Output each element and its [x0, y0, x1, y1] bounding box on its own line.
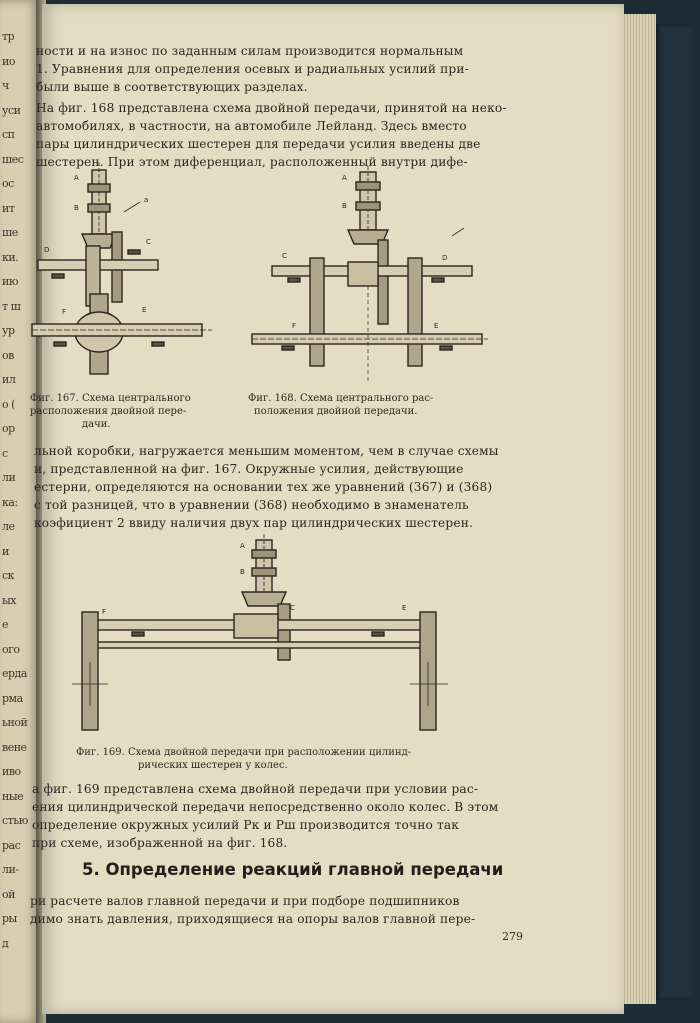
text-line: а фиг. 169 представлена схема двойной передачи при условии рас- [32, 782, 479, 796]
left-page-fragment: рма [2, 691, 23, 705]
caption-fig-168-line2: положения двойной передачи. [254, 406, 418, 417]
label-b: В [342, 202, 347, 210]
left-page-fragment: ле [2, 520, 15, 533]
label-a: А [342, 174, 347, 182]
caption-fig-169-line2: рических шестерен у колес. [138, 760, 288, 771]
figure-167-diagram [32, 162, 232, 382]
left-page-fragment: ов [2, 348, 14, 362]
text-line: были выше в соответствующих разделах. [36, 80, 308, 94]
left-page-fragment: ой [2, 887, 15, 901]
left-page-fragment: ит [2, 201, 15, 215]
text-line: с той разницей, что в уравнении (368) необходимо в знаменатель [34, 498, 469, 512]
left-page-fragment: е [2, 618, 9, 631]
left-page-fragment: ио [2, 54, 15, 68]
section-heading: 5. Определение реакций главной передачи [82, 860, 504, 879]
text-line: льной коробки, нагружается меньшим моментом, чем в случае схемы [34, 444, 499, 458]
label-b: В [74, 204, 79, 212]
label-e: Е [142, 306, 147, 314]
left-page-fragment: ур [2, 324, 15, 337]
page-edges [622, 14, 656, 1004]
left-page-fragment: рас [2, 838, 21, 852]
label-e: Е [434, 322, 439, 330]
left-page-fragment: ьной [2, 716, 28, 729]
left-page-fragment: д [2, 936, 9, 950]
label-b: В [240, 568, 245, 576]
left-page-fragment: уси [2, 103, 21, 117]
left-page-fragment: ли [2, 471, 16, 484]
text-line: ения цилиндрической передачи непосредственно около колес. В этом [32, 800, 499, 814]
left-page-fragment: стью [2, 814, 28, 827]
left-page-fragment: ор [2, 422, 15, 435]
label-e: Е [402, 604, 407, 612]
text-line: коэфициент 2 ввиду наличия двух пар цилиндрических шестерен. [34, 516, 474, 530]
caption-fig-167-line3: дачи. [82, 419, 111, 430]
left-page-fragment: ры [2, 912, 17, 925]
label-d: D [44, 246, 50, 254]
left-page-fragment: с [2, 446, 8, 460]
label-c: С [282, 252, 287, 260]
left-page-fragment: ос [2, 177, 14, 190]
label-f: F [102, 608, 107, 616]
label-f: F [292, 322, 297, 330]
text-line: 1. Уравнения для определения осевых и радиальных усилий при- [36, 62, 469, 76]
left-page-fragment: и [2, 544, 9, 558]
left-page-fragment: ка: [2, 495, 18, 509]
caption-fig-167-line1: Фиг. 167. Схема центрального [30, 393, 191, 404]
text-line: ности и на износ по заданным силам производится нормальным [36, 44, 464, 58]
text-line: ри расчете валов главной передачи и при подборе подшипников [30, 894, 460, 908]
left-page-fragment: ых [2, 593, 16, 607]
label-c: С [290, 604, 295, 612]
left-page-fragment: ил [2, 373, 16, 386]
book-cover [656, 24, 692, 1000]
left-page-fragment: ше [2, 226, 18, 239]
left-page-fragment: ск [2, 569, 15, 582]
caption-fig-168-line1: Фиг. 168. Схема центрального рас- [248, 393, 434, 404]
label-a: А [240, 542, 245, 550]
label-d: D [442, 254, 448, 262]
figure-168-diagram [252, 166, 492, 386]
left-page-fragment: ого [2, 642, 20, 656]
left-page-fragment: вене [2, 740, 27, 754]
book-page-279 [30, 4, 624, 1014]
left-page-fragment: о ( [2, 397, 15, 411]
label-a: А [74, 174, 79, 182]
page-number: 279 [502, 930, 523, 943]
left-page-fragment: ерда [2, 667, 27, 680]
left-page-fragment: шес [2, 152, 24, 166]
left-page-fragment: ли- [2, 863, 19, 876]
text-line: автомобилях, в частности, на автомобиле Лейланд. Здесь вместо [36, 119, 467, 133]
left-page-fragment: ные [2, 789, 24, 803]
left-page-fragment: сп [2, 128, 15, 141]
left-page-fragment: иво [2, 765, 21, 778]
text-line: пары цилиндрических шестерен для передачи усилия введены две [36, 137, 481, 151]
text-line: димо знать давления, приходящиеся на опоры валов главной пере- [30, 912, 476, 926]
label-a-small: a [144, 196, 149, 204]
left-page-fragment: ч [2, 79, 9, 92]
label-f: F [62, 308, 67, 316]
label-c: С [146, 238, 151, 246]
caption-fig-169-line1: Фиг. 169. Схема двойной передачи при расположении цилинд- [76, 747, 412, 758]
left-page-fragment: т ш [2, 299, 21, 313]
text-line: На фиг. 168 представлена схема двойной передачи, принятой на неко- [36, 101, 507, 115]
text-line: и, представленной на фиг. 167. Окружные усилия, действующие [34, 462, 464, 476]
text-line: естерни, определяются на основании тех же уравнений (367) и (368) [34, 480, 493, 494]
text-line: шестерен. При этом диференциал, расположенный внутри дифе- [36, 155, 468, 169]
caption-fig-167-line2: расположения двойной пере- [30, 406, 187, 417]
figure-169-diagram [72, 534, 452, 734]
text-line: определение окружных усилий Pк и Pш производится точно так [32, 818, 460, 832]
left-page-fragment: ки. [2, 250, 19, 264]
left-page-fragment: ию [2, 275, 18, 288]
left-page-fragment: тр [2, 30, 15, 43]
text-line: при схеме, изображенной на фиг. 168. [32, 836, 288, 850]
